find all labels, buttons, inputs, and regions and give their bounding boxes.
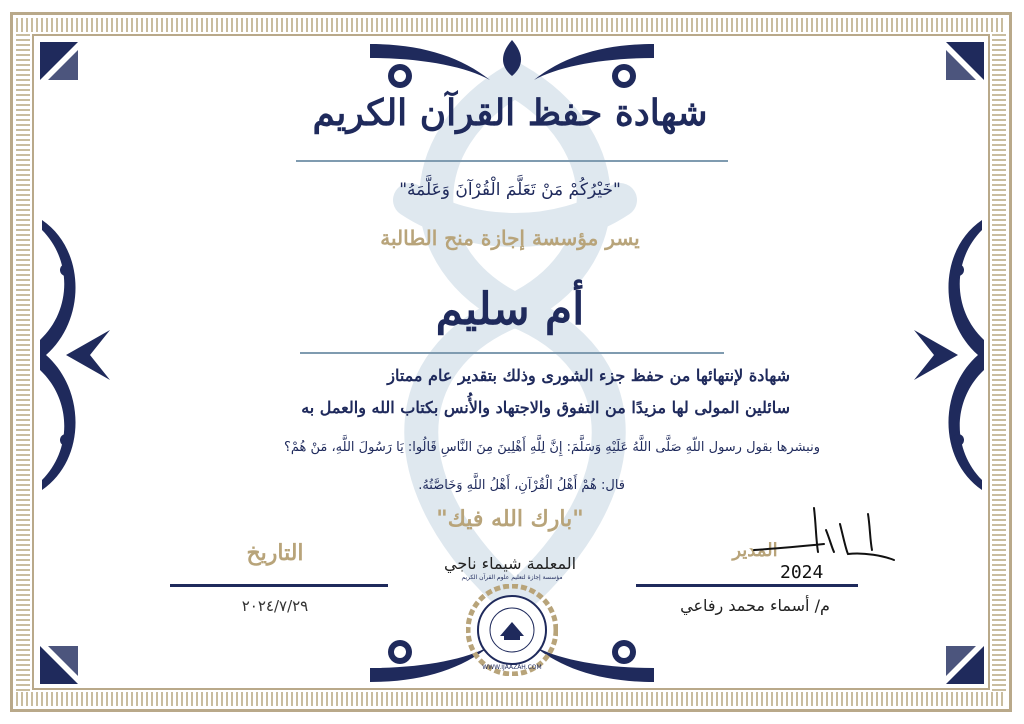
- date-signature-line: [170, 584, 388, 587]
- date-value: ٢٠٢٤/٧/٢٩: [241, 597, 309, 615]
- seal-url: WWW.IJAAZAH.COM: [482, 664, 542, 671]
- intro-text: يسر مؤسسة إجازة منح الطالبة: [380, 226, 640, 250]
- hadith-quote: "خَيْرُكُمْ مَنْ تَعَلَّمَ الْقُرْآنَ وَعَلَّمَهُ": [399, 180, 621, 200]
- name-divider: [300, 352, 724, 354]
- manager-label: المدير: [732, 540, 778, 561]
- body-line-1: شهادة لإنتهائها من حفظ جزء الشورى وذلك بتقدير عام ممتاز: [387, 366, 790, 385]
- right-side-ornament-icon: [908, 210, 988, 500]
- manager-name: م/ أسماء محمد رفاعي: [680, 596, 830, 615]
- date-label: التاريخ: [246, 540, 304, 566]
- teacher-name: المعلمة شيماء ناجي: [443, 554, 577, 573]
- institution-seal-icon: [466, 584, 558, 676]
- corner-top-left-icon: [38, 40, 80, 82]
- manager-signature-icon: [744, 500, 904, 590]
- corner-bottom-right-icon: [944, 644, 986, 686]
- student-name: أم سليم: [435, 284, 585, 335]
- body-line-2: سائلين المولى لها مزيدًا من التفوق والاجتهاد والأُنس بكتاب الله والعمل به: [301, 398, 790, 417]
- body-line-4: قال: هُمْ أَهْلُ الْقُرْآنِ، أَهْلُ اللَّهِ وَخَاصَّتُهُ.: [418, 478, 625, 493]
- left-side-ornament-icon: [36, 210, 116, 500]
- watermark-ornament-icon: [350, 60, 680, 620]
- blessing-text: "بارك الله فيك": [436, 506, 584, 532]
- seal-text: مؤسسة إجازة لتعليم علوم القرآن الكريم: [461, 574, 563, 581]
- corner-bottom-left-icon: [38, 644, 80, 686]
- corner-top-right-icon: [944, 40, 986, 82]
- body-line-3: ونبشرها بقول رسول اللّهِ صَلَّى اللَّهُ عَلَيْهِ وَسَلَّمَ: إِنَّ لِلَّهِ أَهْلِينَ مِنَ النَّاسِ قَالُوا: يَا رَسُولَ اللَّهِ، مَنْ هُمْ؟: [283, 440, 820, 455]
- signature-year: 2024: [780, 562, 824, 583]
- certificate-title: شهادة حفظ القرآن الكريم: [312, 92, 708, 134]
- title-divider: [296, 160, 728, 162]
